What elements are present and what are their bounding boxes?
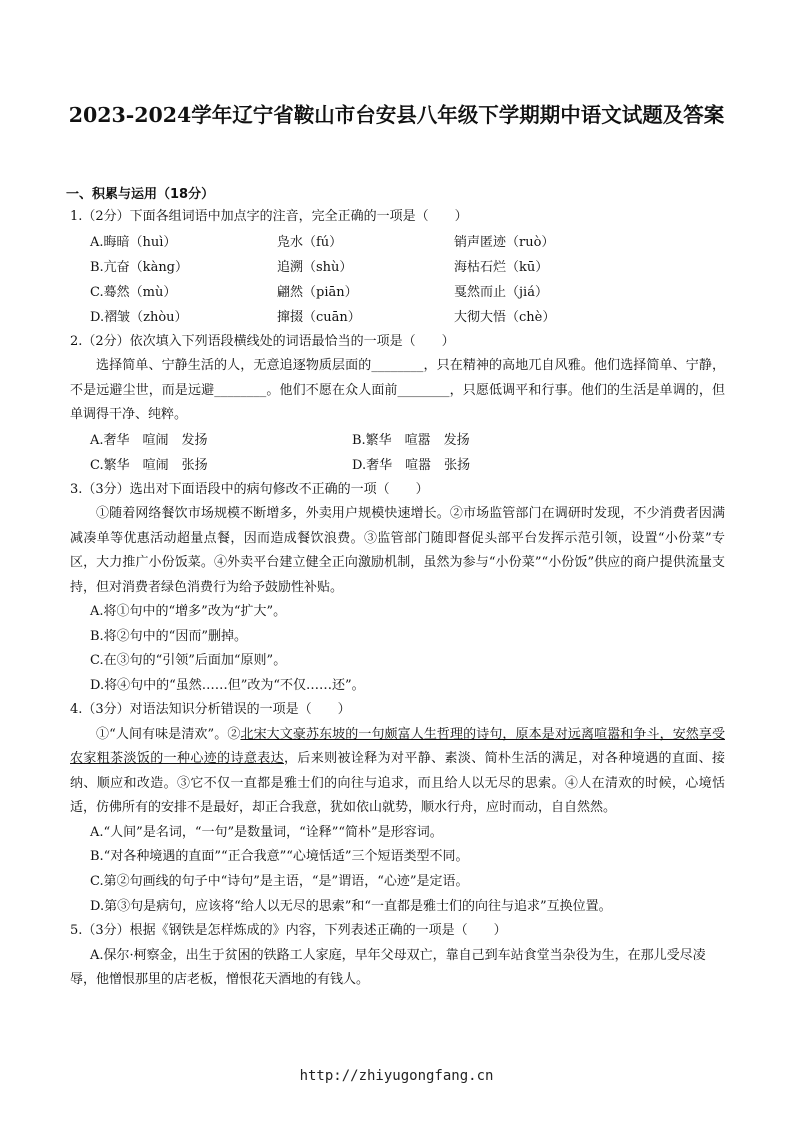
question-list (70, 205, 725, 993)
option-cell: 海枯石烂（kū） (454, 259, 549, 275)
option-cell: A.晦暗（huì） (90, 234, 177, 250)
question-2-options-row-1 (90, 428, 725, 453)
question-3-option-d: D.将④句中的“虽然……但”改为“不仅……还”。 (90, 677, 365, 693)
option-cell: 凫水（fú） (277, 234, 343, 250)
question-2-option-a: A.奢华 喧闹 发扬 (90, 432, 208, 448)
question-4-option-a: A.“人间”是名词，“一句”是数量词，“诠释”“简朴”是形容词。 (90, 824, 443, 840)
question-2-stem: 2.（2分）依次填入下列语段横线处的词语最恰当的一项是（ ） (70, 333, 455, 349)
option-cell: D.褶皱（zhòu） (90, 309, 188, 325)
question-4-passage (70, 723, 725, 821)
section-heading: 一、积累与运用（18分） (66, 187, 215, 202)
passage-text: ①“人间有味是清欢”。② (96, 726, 241, 742)
question-2-option-d: D.奢华 喧嚣 张扬 (352, 457, 471, 473)
question-4-option-d: D.第③句是病句，应该将“给人以无尽的思索”和“一直都是雅士们的向往与追求”互换位置。 (90, 898, 612, 914)
question-1-option-a (90, 230, 725, 255)
option-cell: 销声匿迹（ruò） (454, 234, 555, 250)
document-title: 2023-2024学年辽宁省鞍山市台安县八年级下学期期中语文试题及答案 (68, 103, 725, 127)
footer-url: http://zhiyugongfang.cn (299, 1068, 494, 1084)
question-2-option-c: C.繁华 喧闹 张扬 (90, 457, 208, 473)
option-cell: 戛然而止（jiá） (454, 284, 548, 300)
question-2-options-row-2 (90, 453, 725, 478)
option-cell: 追溯（shù） (277, 259, 353, 275)
question-2-option-b: B.繁华 喧嚣 发扬 (352, 432, 470, 448)
question-3-option-c: C.在③句的“引领”后面加“原则”。 (90, 653, 287, 669)
question-5-stem: 5.（3分）根据《钢铁是怎样炼成的》内容，下列表述正确的一项是（ ） (70, 923, 507, 939)
question-1-option-c (90, 280, 725, 305)
question-4-option-b: B.“对各种境遇的直面”“正合我意”“心境恬适”三个短语类型不同。 (90, 849, 469, 865)
question-5-option-a: A.保尔·柯察金，出生于贫困的铁路工人家庭，早年父母双亡，靠自己到车站食堂当杂役为生，在那儿受尽凌辱，他憎恨那里的店老板，憎恨花天酒地的有钱人。 (70, 947, 706, 988)
option-cell: 翩然（piān） (277, 284, 358, 300)
passage-text: ，后来则被诠释为对平静、素淡、简朴生活的满足，对各种境遇的直面、接纳、顺应和改造。③它不仅一直都是雅士们的向往与追求，而且给人以无尽的思索。④人在清欢的时候，心境恬适，仿佛所有的安排不是最好，却正合我意，犹如依山就势，顺水行舟，应时而动，自自然然。 (70, 751, 725, 816)
question-3-passage: ①随着网络餐饮市场规模不断增多，外卖用户规模快速增长。②市场监管部门在调研时发现，不少消费者因满减凑单等优惠活动超量点餐，因而造成餐饮浪费。③监管部门随即督促头部平台发挥示范引领，设置“小份菜”专区，大力推广小份饭菜。④外卖平台建立健全正向激励机制，虽然为参与“小份菜”“小份饭”供应的商户提供流量支持，但对消费者绿色消费行为给予鼓励性补贴。 (70, 506, 725, 595)
option-cell: 大彻大悟（chè） (454, 309, 556, 325)
option-cell: C.蓦然（mù） (90, 284, 177, 300)
question-1-option-b (90, 255, 725, 280)
question-3-option-a: A.将①句中的“增多”改为“扩大”。 (90, 604, 287, 619)
question-1-stem: 1.（2分）下面各组词语中加点字的注音，完全正确的一项是（ ） (70, 209, 468, 224)
question-3-option-b: B.将②句中的“因而”删掉。 (90, 628, 247, 644)
option-cell: B.亢奋（kàng） (90, 259, 189, 275)
question-4-option-c: C.第②句画线的句子中“诗句”是主语，“是”谓语，“心迹”是定语。 (90, 874, 469, 890)
question-1-option-d (90, 305, 725, 330)
underlined-sentence: 北宋大文豪苏东坡的一句颇富人生哲理的诗句，原本是对远离喧嚣和争斗，安然享受农家粗茶淡饭的一种心迹的诗意表达 (70, 726, 725, 767)
question-4-stem: 4.（3分）对语法知识分析错误的一项是（ ） (70, 702, 351, 718)
question-3-stem: 3.（3分）选出对下面语段中的病句修改不正确的一项（ ） (70, 481, 429, 497)
option-cell: 撺掇（cuān） (277, 309, 361, 325)
question-2-passage: 选择简单、宁静生活的人，无意追逐物质层面的________，只在精神的高地兀自风雅。他们选择简单、宁静，不是远避尘世，而是远避________。他们不愿在众人面前________，只愿低调平和行事。他们的生活是单调的，但单调得干净、纯粹。 (70, 358, 725, 422)
